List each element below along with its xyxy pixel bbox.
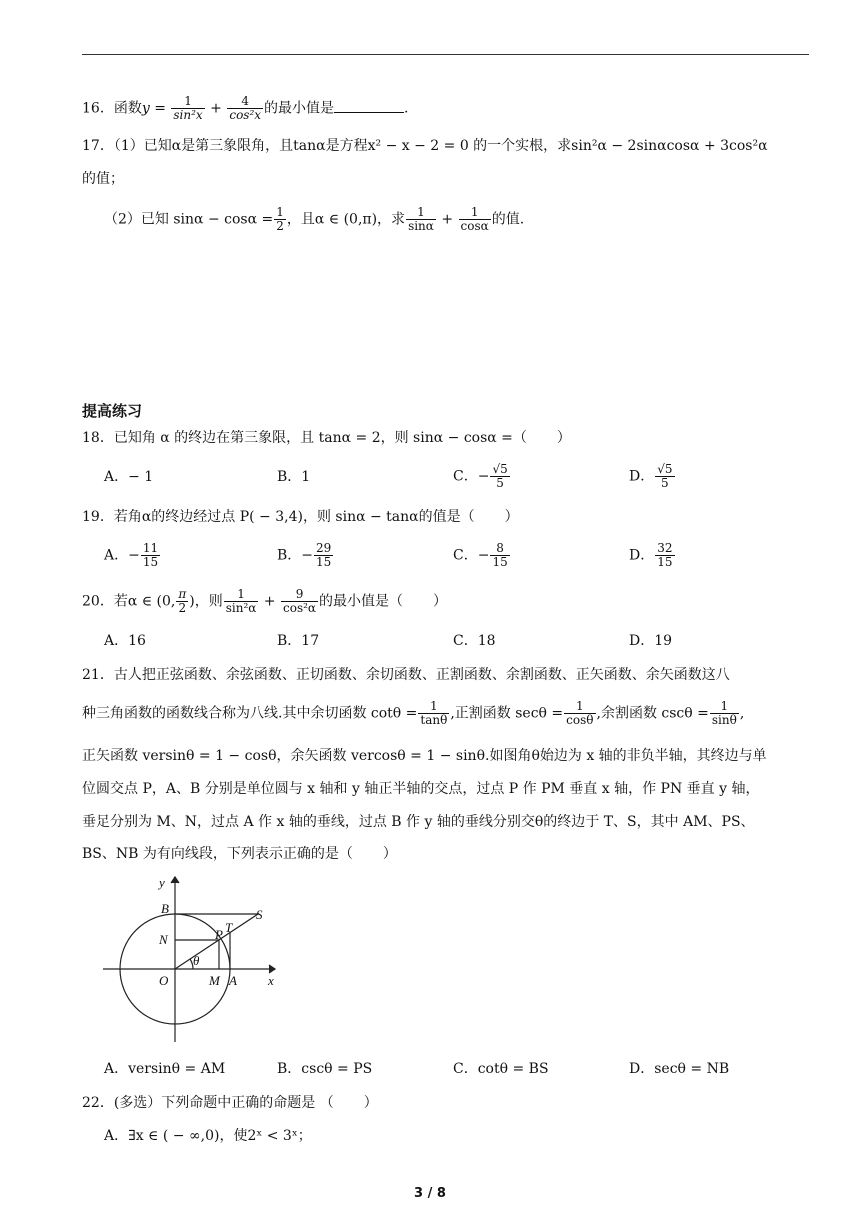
question-21-line1: 21．古人把正弦函数、余弦函数、正切函数、余切函数、正割函数、余割函数、正矢函数、余矢函数这八 <box>82 667 730 683</box>
q20-option-d[interactable]: D．19 <box>629 633 673 649</box>
q19-option-d[interactable]: D． $\frac{32}{15}$ <box>629 541 673 569</box>
question-17-line1: 17．（1）已知α是第三象限角，且tanα是方程x² − x − 2 = 0 的一个实根，求sin²α − 2sinαcosα + 3cos²α <box>82 138 768 154</box>
question-18: 18．已知角 α 的终边在第三象限，且 tanα = 2，则 sinα − cosα =（ ） <box>82 430 571 446</box>
question-17-line2: 的值； <box>82 171 124 187</box>
q20-option-a[interactable]: A．16 <box>104 633 146 649</box>
q21-option-a[interactable]: A．versinθ = AM <box>104 1061 226 1077</box>
q21-option-d[interactable]: D．secθ = NB <box>629 1061 730 1077</box>
label-theta: θ <box>193 953 200 968</box>
label-n: N <box>159 932 168 947</box>
x-axis-arrow <box>269 965 275 973</box>
label-x: x <box>268 973 274 988</box>
q21-option-b[interactable]: B．cscθ = PS <box>277 1061 373 1077</box>
q18-option-b[interactable]: B．1 <box>277 469 311 485</box>
page-number: 3 / 8 <box>414 1186 446 1201</box>
question-21-line5: 垂足分别为 M、N，过点 A 作 x 轴的垂线，过点 B 作 y 轴的垂线分别交θ的终边于 T、S，其中 AM、PS、 <box>82 814 755 830</box>
label-s: S <box>256 907 263 922</box>
question-16: 16．函数y = $\frac{1}{\text{sin²x}}$ + $\frac{4}{\text{cos²x}}$ 的最小值是 . <box>82 94 409 122</box>
label-a: A <box>229 973 237 988</box>
y-axis-arrow <box>171 877 179 883</box>
question-17-part2: （2）已知 sinα − cosα = $\frac{1}{2}$ ，且α ∈ (0,π)，求 $\frac{1}{\sin\alpha}$ + $\frac{1}{\cos\alpha}$ 的值. <box>104 205 525 233</box>
answer-blank <box>334 100 404 113</box>
header-rule <box>82 54 809 55</box>
label-t: T <box>225 920 233 935</box>
unit-circle-figure <box>95 872 295 1047</box>
question-21-line3: 正矢函数 versinθ = 1 − cosθ，余矢函数 vercosθ = 1 − sinθ.如图角θ始边为 x 轴的非负半轴，其终边与单 <box>82 748 767 764</box>
q18-option-d[interactable]: D． $\frac{√5}{5}$ <box>629 462 673 490</box>
label-m: M <box>209 973 220 988</box>
label-o: O <box>159 973 169 988</box>
question-20: 20．若α ∈ (0, $\frac{\pi}{2}$ )，则 $\frac{1}{\text{sin²α}}$ + $\frac{9}{\text{cos²α}}$ 的最小值是（ ） <box>82 587 448 615</box>
label-b: B <box>161 901 169 916</box>
label-y: y <box>159 875 165 890</box>
section-title: 提高练习 <box>82 402 143 420</box>
q18-option-c[interactable]: C．− $\frac{√5}{5}$ <box>453 462 508 490</box>
q22-option-a[interactable]: A．∃x ∈ ( − ∞,0)，使2ˣ < 3ˣ； <box>104 1128 312 1144</box>
question-19: 19．若角α的终边经过点 P( − 3,4)，则 sinα − tanα的值是（ ） <box>82 509 519 525</box>
q19-option-c[interactable]: C．− $\frac{8}{15}$ <box>453 541 508 569</box>
question-21-line2: 种三角函数的函数线合称为八线.其中余切函数 cotθ = $\frac{1}{\tan\theta}$ ,正割函数 secθ = $\frac{1}{\cos\theta}$ ,余割函数 cscθ = $\frac{1}{\sin\theta}$ , <box>82 699 745 727</box>
question-21-line6: BS、NB 为有向线段，下列表示正确的是（ ） <box>82 846 397 862</box>
q18-option-a[interactable]: A．− 1 <box>104 469 154 485</box>
label-p: P <box>215 927 223 942</box>
q20-option-b[interactable]: B．17 <box>277 633 320 649</box>
q21-option-c[interactable]: C．cotθ = BS <box>453 1061 549 1077</box>
q19-option-a[interactable]: A．− $\frac{11}{15}$ <box>104 541 159 569</box>
question-22: 22．(多选）下列命题中正确的命题是 （ ） <box>82 1095 378 1111</box>
question-21-line4: 位圆交点 P，A、B 分别是单位圆与 x 轴和 y 轴正半轴的交点，过点 P 作 PM 垂直 x 轴，作 PN 垂直 y 轴， <box>82 781 760 797</box>
q19-option-b[interactable]: B．− $\frac{29}{15}$ <box>277 541 332 569</box>
q20-option-c[interactable]: C．18 <box>453 633 496 649</box>
